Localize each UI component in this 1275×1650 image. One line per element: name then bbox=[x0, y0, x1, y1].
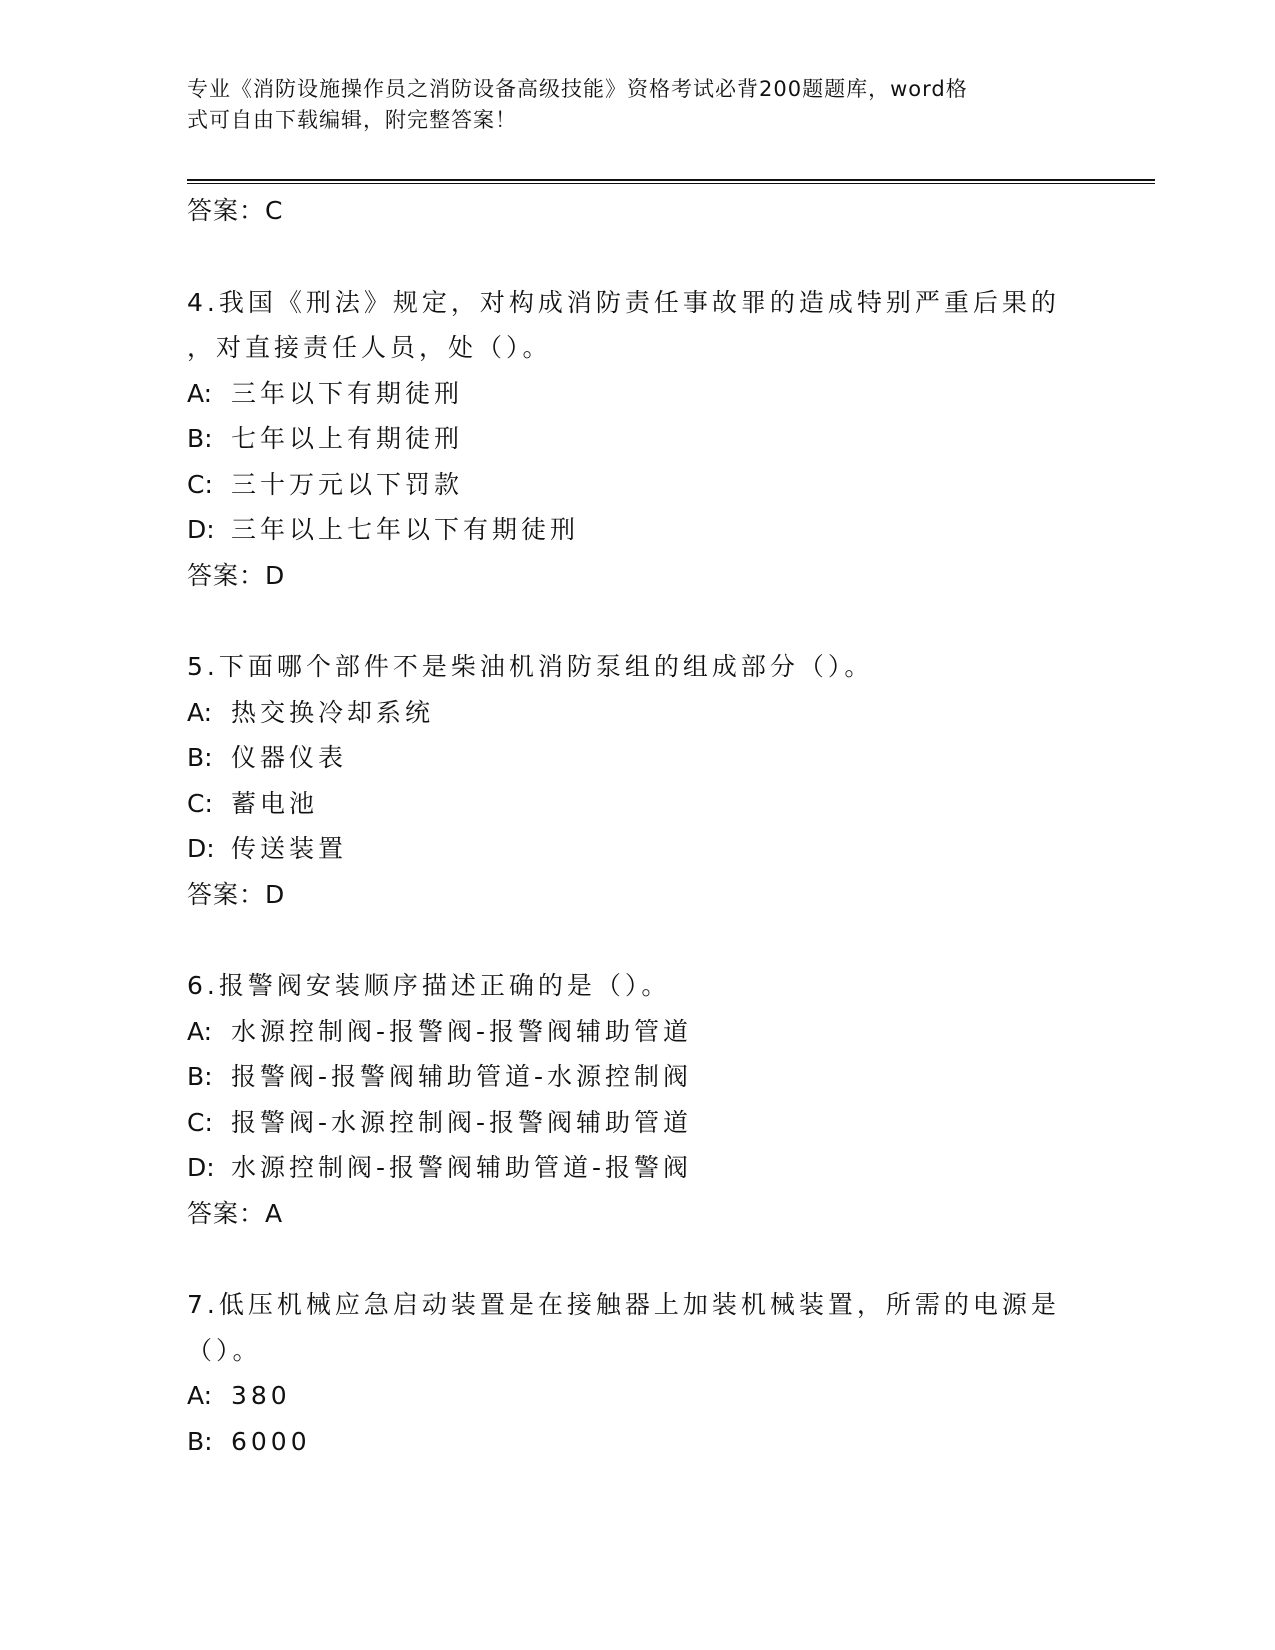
option-b bbox=[187, 735, 1087, 781]
option-b bbox=[187, 1419, 1087, 1465]
question-stem: 7.低压机械应急启动装置是在接触器上加装机械装置，所需的电源是 bbox=[187, 1290, 1060, 1319]
option-b bbox=[187, 416, 1087, 462]
spacer bbox=[187, 598, 1087, 644]
option-key: A: bbox=[187, 1381, 213, 1410]
question-5 bbox=[187, 644, 1087, 917]
document-header bbox=[187, 74, 1067, 136]
option-a bbox=[187, 1373, 1087, 1419]
option-text: 报警阀-水源控制阀-报警阀辅助管道 bbox=[231, 1107, 693, 1137]
spacer bbox=[187, 234, 1087, 280]
option-key: B: bbox=[187, 1062, 213, 1091]
option-text: 三年以上七年以下有期徒刑 bbox=[231, 515, 580, 544]
option-key: A: bbox=[187, 1016, 213, 1046]
option-text: 传送装置 bbox=[231, 834, 348, 863]
option-key: D: bbox=[187, 1153, 215, 1182]
option-text: 仪器仪表 bbox=[231, 743, 348, 772]
option-b bbox=[187, 1054, 1087, 1100]
option-text: 三年以下有期徒刑 bbox=[231, 378, 464, 408]
question-stem: 6.报警阀安装顺序描述正确的是（）。 bbox=[187, 971, 671, 1000]
question-4 bbox=[187, 280, 1087, 599]
option-key: B: bbox=[187, 1426, 213, 1456]
spacer bbox=[187, 917, 1087, 963]
option-text: 水源控制阀-报警阀辅助管道-报警阀 bbox=[231, 1153, 693, 1182]
spacer bbox=[187, 1236, 1087, 1282]
option-key: B: bbox=[187, 424, 213, 453]
header-line-1: 专业《消防设施操作员之消防设备高级技能》资格考试必背200题题库，word格 bbox=[187, 77, 968, 101]
option-a bbox=[187, 1009, 1087, 1055]
option-key: C: bbox=[187, 469, 213, 499]
option-text: 热交换冷却系统 bbox=[231, 697, 435, 727]
option-text: 蓄电池 bbox=[231, 788, 319, 818]
option-key: A: bbox=[187, 378, 213, 408]
option-key: C: bbox=[187, 1107, 213, 1137]
answer: 答案：A bbox=[187, 1198, 284, 1228]
answer: 答案：D bbox=[187, 560, 286, 590]
question-stem: 5.下面哪个部件不是柴油机消防泵组的组成部分（）。 bbox=[187, 652, 874, 681]
option-a bbox=[187, 690, 1087, 736]
header-divider bbox=[187, 179, 1155, 184]
option-a bbox=[187, 371, 1087, 417]
option-d bbox=[187, 1145, 1087, 1191]
option-c bbox=[187, 462, 1087, 508]
option-text: 水源控制阀-报警阀-报警阀辅助管道 bbox=[231, 1016, 693, 1046]
header-line-2: 式可自由下载编辑，附完整答案！ bbox=[187, 108, 517, 132]
question-stem: 4.我国《刑法》规定，对构成消防责任事故罪的造成特别严重后果的 bbox=[187, 287, 1060, 317]
option-key: B: bbox=[187, 743, 213, 772]
answer: 答案：D bbox=[187, 879, 286, 909]
question-stem-continued: （）。 bbox=[187, 1335, 262, 1365]
option-d bbox=[187, 826, 1087, 872]
question-6 bbox=[187, 963, 1087, 1236]
option-text: 380 bbox=[231, 1381, 291, 1410]
option-key: D: bbox=[187, 834, 215, 863]
option-key: A: bbox=[187, 697, 213, 727]
option-text: 6000 bbox=[231, 1426, 311, 1456]
option-text: 报警阀-报警阀辅助管道-水源控制阀 bbox=[231, 1062, 693, 1091]
option-text: 三十万元以下罚款 bbox=[231, 469, 464, 499]
option-text: 七年以上有期徒刑 bbox=[231, 424, 464, 453]
question-stem-continued: ，对直接责任人员，处（）。 bbox=[187, 333, 552, 362]
option-key: C: bbox=[187, 788, 213, 818]
previous-answer: 答案：C bbox=[187, 196, 284, 225]
option-d bbox=[187, 507, 1087, 553]
option-key: D: bbox=[187, 515, 215, 544]
question-list bbox=[187, 188, 1087, 1464]
question-7 bbox=[187, 1282, 1087, 1464]
option-c bbox=[187, 1100, 1087, 1146]
option-c bbox=[187, 781, 1087, 827]
